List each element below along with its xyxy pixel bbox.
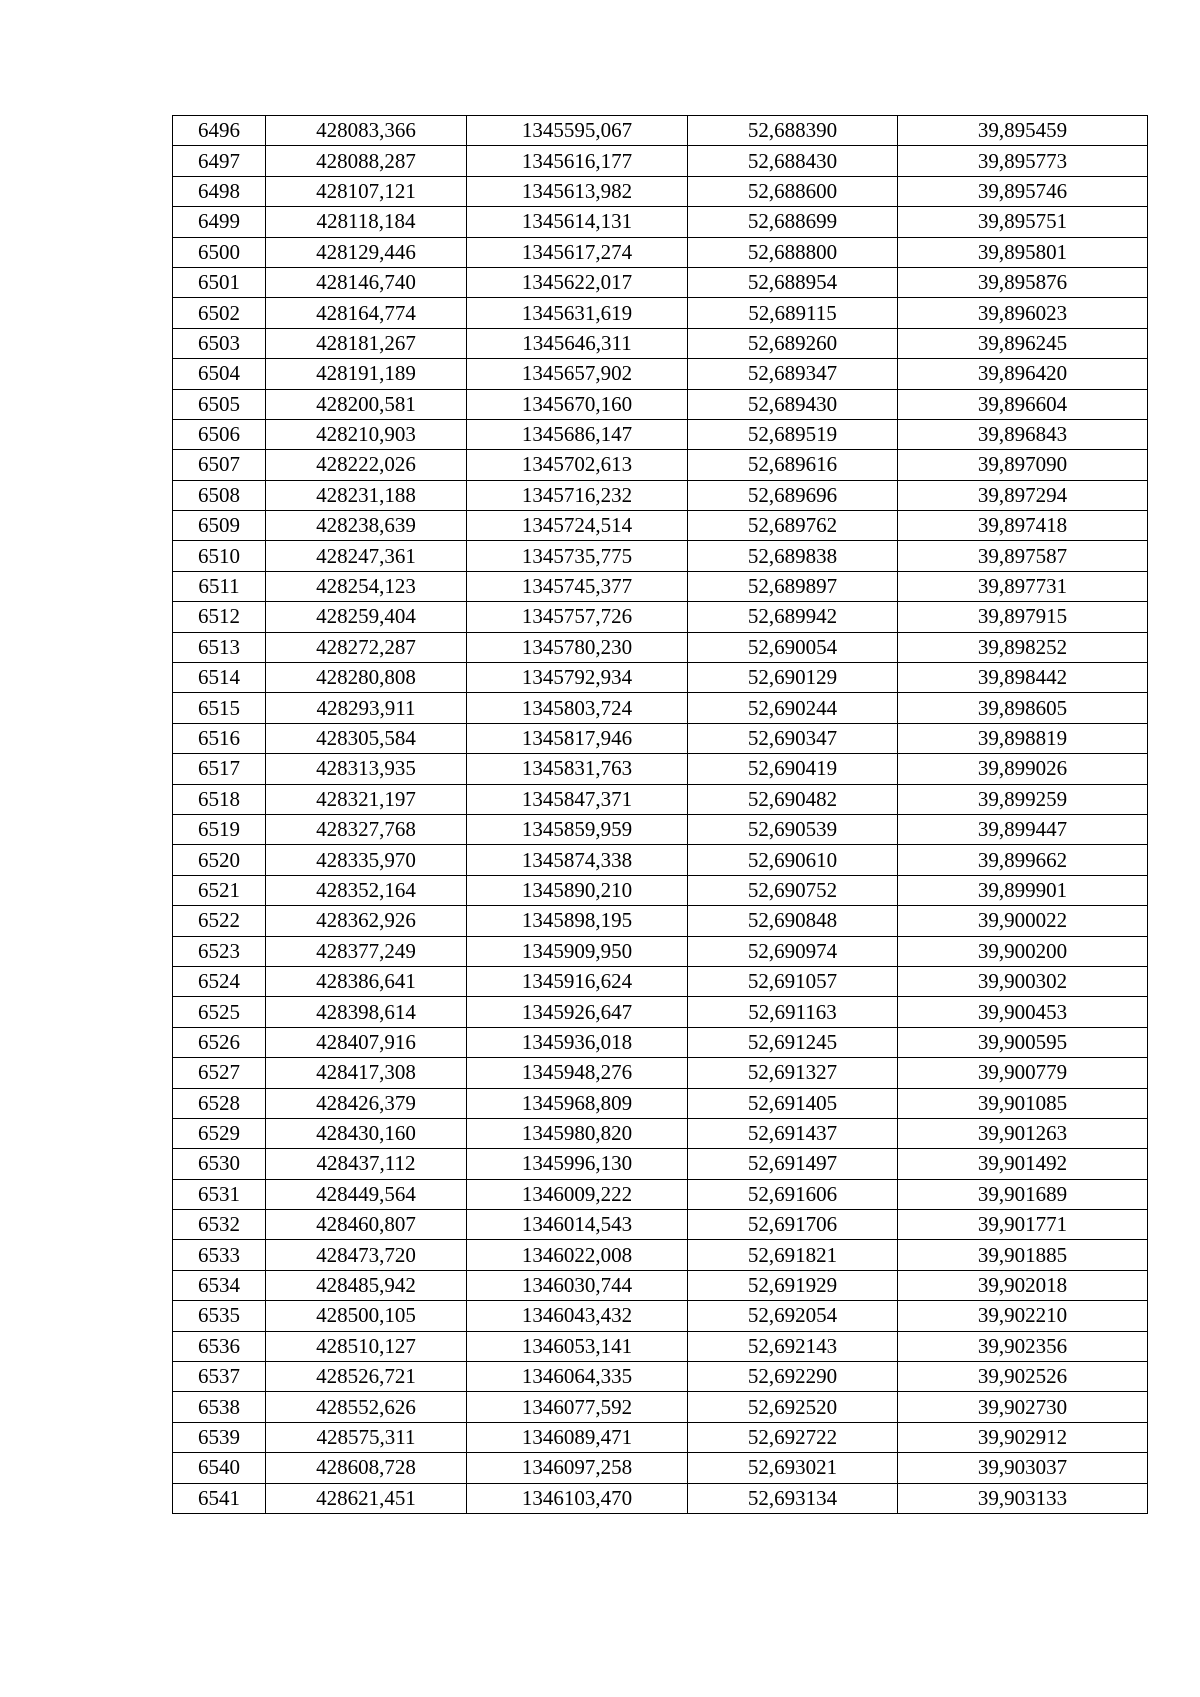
y-coordinate-cell: 1345745,377 [467,571,688,601]
longitude-cell: 39,896420 [898,359,1148,389]
point-number-cell: 6501 [173,267,266,297]
table-row [173,1149,1148,1179]
longitude-cell: 39,900595 [898,1027,1148,1057]
point-number-cell: 6496 [173,116,266,146]
point-number-cell: 6510 [173,541,266,571]
y-coordinate-cell: 1346030,744 [467,1270,688,1300]
table-row [173,571,1148,601]
x-coordinate-cell: 428417,308 [266,1058,467,1088]
point-number-cell: 6525 [173,997,266,1027]
longitude-cell: 39,898819 [898,723,1148,753]
y-coordinate-cell: 1346097,258 [467,1453,688,1483]
x-coordinate-cell: 428460,807 [266,1210,467,1240]
y-coordinate-cell: 1345686,147 [467,419,688,449]
longitude-cell: 39,901885 [898,1240,1148,1270]
longitude-cell: 39,902356 [898,1331,1148,1361]
table-row [173,1058,1148,1088]
y-coordinate-cell: 1345926,647 [467,997,688,1027]
point-number-cell: 6540 [173,1453,266,1483]
x-coordinate-cell: 428191,189 [266,359,467,389]
longitude-cell: 39,902210 [898,1301,1148,1331]
y-coordinate-cell: 1345735,775 [467,541,688,571]
x-coordinate-cell: 428377,249 [266,936,467,966]
table-row [173,845,1148,875]
x-coordinate-cell: 428305,584 [266,723,467,753]
latitude-cell: 52,691437 [688,1118,898,1148]
table-row [173,541,1148,571]
longitude-cell: 39,900302 [898,966,1148,996]
y-coordinate-cell: 1346077,592 [467,1392,688,1422]
longitude-cell: 39,895746 [898,176,1148,206]
latitude-cell: 52,689519 [688,419,898,449]
longitude-cell: 39,899901 [898,875,1148,905]
y-coordinate-cell: 1345817,946 [467,723,688,753]
point-number-cell: 6509 [173,511,266,541]
y-coordinate-cell: 1345670,160 [467,389,688,419]
latitude-cell: 52,689616 [688,450,898,480]
longitude-cell: 39,898605 [898,693,1148,723]
y-coordinate-cell: 1345616,177 [467,146,688,176]
longitude-cell: 39,896245 [898,328,1148,358]
x-coordinate-cell: 428146,740 [266,267,467,297]
latitude-cell: 52,691327 [688,1058,898,1088]
latitude-cell: 52,692143 [688,1331,898,1361]
y-coordinate-cell: 1346043,432 [467,1301,688,1331]
longitude-cell: 39,895751 [898,207,1148,237]
latitude-cell: 52,692722 [688,1422,898,1452]
latitude-cell: 52,689260 [688,328,898,358]
longitude-cell: 39,897090 [898,450,1148,480]
point-number-cell: 6514 [173,663,266,693]
table-row [173,511,1148,541]
x-coordinate-cell: 428510,127 [266,1331,467,1361]
table-row [173,298,1148,328]
latitude-cell: 52,688430 [688,146,898,176]
point-number-cell: 6513 [173,632,266,662]
x-coordinate-cell: 428426,379 [266,1088,467,1118]
x-coordinate-cell: 428321,197 [266,784,467,814]
table-row [173,997,1148,1027]
longitude-cell: 39,895773 [898,146,1148,176]
latitude-cell: 52,691497 [688,1149,898,1179]
x-coordinate-cell: 428352,164 [266,875,467,905]
longitude-cell: 39,903037 [898,1453,1148,1483]
longitude-cell: 39,897587 [898,541,1148,571]
point-number-cell: 6529 [173,1118,266,1148]
longitude-cell: 39,898442 [898,663,1148,693]
point-number-cell: 6533 [173,1240,266,1270]
latitude-cell: 52,691057 [688,966,898,996]
table-row [173,1392,1148,1422]
point-number-cell: 6516 [173,723,266,753]
x-coordinate-cell: 428293,911 [266,693,467,723]
table-row [173,1118,1148,1148]
latitude-cell: 52,690610 [688,845,898,875]
table-row [173,267,1148,297]
y-coordinate-cell: 1345595,067 [467,116,688,146]
point-number-cell: 6534 [173,1270,266,1300]
latitude-cell: 52,693021 [688,1453,898,1483]
latitude-cell: 52,690752 [688,875,898,905]
table-row [173,663,1148,693]
point-number-cell: 6499 [173,207,266,237]
x-coordinate-cell: 428259,404 [266,602,467,632]
longitude-cell: 39,899026 [898,754,1148,784]
latitude-cell: 52,690539 [688,814,898,844]
y-coordinate-cell: 1346064,335 [467,1362,688,1392]
y-coordinate-cell: 1346009,222 [467,1179,688,1209]
table-row [173,906,1148,936]
x-coordinate-cell: 428327,768 [266,814,467,844]
y-coordinate-cell: 1345646,311 [467,328,688,358]
x-coordinate-cell: 428238,639 [266,511,467,541]
y-coordinate-cell: 1345613,982 [467,176,688,206]
point-number-cell: 6535 [173,1301,266,1331]
longitude-cell: 39,896843 [898,419,1148,449]
point-number-cell: 6519 [173,814,266,844]
longitude-cell: 39,897294 [898,480,1148,510]
table-row [173,1362,1148,1392]
latitude-cell: 52,691606 [688,1179,898,1209]
latitude-cell: 52,691706 [688,1210,898,1240]
point-number-cell: 6506 [173,419,266,449]
latitude-cell: 52,689696 [688,480,898,510]
y-coordinate-cell: 1345936,018 [467,1027,688,1057]
table-row [173,936,1148,966]
point-number-cell: 6512 [173,602,266,632]
x-coordinate-cell: 428222,026 [266,450,467,480]
point-number-cell: 6498 [173,176,266,206]
table-row [173,754,1148,784]
table-row [173,1331,1148,1361]
y-coordinate-cell: 1345909,950 [467,936,688,966]
y-coordinate-cell: 1345847,371 [467,784,688,814]
latitude-cell: 52,689347 [688,359,898,389]
y-coordinate-cell: 1345859,959 [467,814,688,844]
longitude-cell: 39,900022 [898,906,1148,936]
point-number-cell: 6538 [173,1392,266,1422]
table-row [173,1027,1148,1057]
x-coordinate-cell: 428386,641 [266,966,467,996]
table-row [173,1088,1148,1118]
latitude-cell: 52,690848 [688,906,898,936]
point-number-cell: 6511 [173,571,266,601]
point-number-cell: 6539 [173,1422,266,1452]
table-row [173,723,1148,753]
longitude-cell: 39,902730 [898,1392,1148,1422]
x-coordinate-cell: 428621,451 [266,1483,467,1513]
x-coordinate-cell: 428083,366 [266,116,467,146]
longitude-cell: 39,901689 [898,1179,1148,1209]
longitude-cell: 39,901771 [898,1210,1148,1240]
table-row [173,1270,1148,1300]
latitude-cell: 52,689942 [688,602,898,632]
point-number-cell: 6537 [173,1362,266,1392]
x-coordinate-cell: 428118,184 [266,207,467,237]
longitude-cell: 39,900200 [898,936,1148,966]
table-row [173,359,1148,389]
table-row [173,693,1148,723]
point-number-cell: 6502 [173,298,266,328]
longitude-cell: 39,902912 [898,1422,1148,1452]
latitude-cell: 52,690244 [688,693,898,723]
table-row [173,1240,1148,1270]
y-coordinate-cell: 1345890,210 [467,875,688,905]
latitude-cell: 52,690129 [688,663,898,693]
longitude-cell: 39,901492 [898,1149,1148,1179]
x-coordinate-cell: 428552,626 [266,1392,467,1422]
x-coordinate-cell: 428129,446 [266,237,467,267]
longitude-cell: 39,899259 [898,784,1148,814]
y-coordinate-cell: 1345702,613 [467,450,688,480]
longitude-cell: 39,897731 [898,571,1148,601]
table-row [173,480,1148,510]
latitude-cell: 52,688954 [688,267,898,297]
y-coordinate-cell: 1345631,619 [467,298,688,328]
point-number-cell: 6500 [173,237,266,267]
x-coordinate-cell: 428485,942 [266,1270,467,1300]
latitude-cell: 52,689115 [688,298,898,328]
point-number-cell: 6527 [173,1058,266,1088]
y-coordinate-cell: 1345792,934 [467,663,688,693]
longitude-cell: 39,898252 [898,632,1148,662]
table-row [173,176,1148,206]
table-row [173,1179,1148,1209]
x-coordinate-cell: 428280,808 [266,663,467,693]
x-coordinate-cell: 428362,926 [266,906,467,936]
y-coordinate-cell: 1345622,017 [467,267,688,297]
coordinates-table [172,115,1148,1514]
table-row [173,602,1148,632]
y-coordinate-cell: 1346022,008 [467,1240,688,1270]
y-coordinate-cell: 1346089,471 [467,1422,688,1452]
latitude-cell: 52,691405 [688,1088,898,1118]
longitude-cell: 39,897418 [898,511,1148,541]
table-row [173,237,1148,267]
point-number-cell: 6518 [173,784,266,814]
point-number-cell: 6515 [173,693,266,723]
point-number-cell: 6532 [173,1210,266,1240]
longitude-cell: 39,902526 [898,1362,1148,1392]
latitude-cell: 52,692054 [688,1301,898,1331]
latitude-cell: 52,689430 [688,389,898,419]
x-coordinate-cell: 428335,970 [266,845,467,875]
y-coordinate-cell: 1345916,624 [467,966,688,996]
latitude-cell: 52,688390 [688,116,898,146]
latitude-cell: 52,688699 [688,207,898,237]
latitude-cell: 52,692290 [688,1362,898,1392]
point-number-cell: 6520 [173,845,266,875]
y-coordinate-cell: 1346014,543 [467,1210,688,1240]
table-row [173,450,1148,480]
latitude-cell: 52,691163 [688,997,898,1027]
table-row [173,1210,1148,1240]
y-coordinate-cell: 1345716,232 [467,480,688,510]
point-number-cell: 6507 [173,450,266,480]
longitude-cell: 39,899447 [898,814,1148,844]
latitude-cell: 52,691245 [688,1027,898,1057]
longitude-cell: 39,895801 [898,237,1148,267]
longitude-cell: 39,901263 [898,1118,1148,1148]
x-coordinate-cell: 428247,361 [266,541,467,571]
latitude-cell: 52,690419 [688,754,898,784]
y-coordinate-cell: 1345657,902 [467,359,688,389]
y-coordinate-cell: 1345996,130 [467,1149,688,1179]
y-coordinate-cell: 1345898,195 [467,906,688,936]
x-coordinate-cell: 428473,720 [266,1240,467,1270]
y-coordinate-cell: 1346053,141 [467,1331,688,1361]
point-number-cell: 6528 [173,1088,266,1118]
latitude-cell: 52,689838 [688,541,898,571]
y-coordinate-cell: 1345614,131 [467,207,688,237]
x-coordinate-cell: 428164,774 [266,298,467,328]
point-number-cell: 6508 [173,480,266,510]
x-coordinate-cell: 428272,287 [266,632,467,662]
latitude-cell: 52,693134 [688,1483,898,1513]
longitude-cell: 39,903133 [898,1483,1148,1513]
longitude-cell: 39,902018 [898,1270,1148,1300]
longitude-cell: 39,899662 [898,845,1148,875]
longitude-cell: 39,896604 [898,389,1148,419]
table-row [173,1453,1148,1483]
latitude-cell: 52,690347 [688,723,898,753]
latitude-cell: 52,688600 [688,176,898,206]
table-row [173,1422,1148,1452]
x-coordinate-cell: 428398,614 [266,997,467,1027]
point-number-cell: 6531 [173,1179,266,1209]
x-coordinate-cell: 428437,112 [266,1149,467,1179]
longitude-cell: 39,896023 [898,298,1148,328]
latitude-cell: 52,692520 [688,1392,898,1422]
longitude-cell: 39,895876 [898,267,1148,297]
point-number-cell: 6505 [173,389,266,419]
table-row [173,875,1148,905]
y-coordinate-cell: 1345980,820 [467,1118,688,1148]
y-coordinate-cell: 1345724,514 [467,511,688,541]
point-number-cell: 6536 [173,1331,266,1361]
table-row [173,207,1148,237]
y-coordinate-cell: 1345780,230 [467,632,688,662]
table-row [173,116,1148,146]
point-number-cell: 6504 [173,359,266,389]
longitude-cell: 39,897915 [898,602,1148,632]
point-number-cell: 6503 [173,328,266,358]
x-coordinate-cell: 428231,188 [266,480,467,510]
longitude-cell: 39,901085 [898,1088,1148,1118]
latitude-cell: 52,690482 [688,784,898,814]
table-row [173,1301,1148,1331]
y-coordinate-cell: 1345803,724 [467,693,688,723]
y-coordinate-cell: 1345757,726 [467,602,688,632]
x-coordinate-cell: 428449,564 [266,1179,467,1209]
table-row [173,328,1148,358]
x-coordinate-cell: 428526,721 [266,1362,467,1392]
x-coordinate-cell: 428181,267 [266,328,467,358]
latitude-cell: 52,690974 [688,936,898,966]
y-coordinate-cell: 1345968,809 [467,1088,688,1118]
point-number-cell: 6523 [173,936,266,966]
point-number-cell: 6524 [173,966,266,996]
coordinates-table-body [173,116,1148,1514]
x-coordinate-cell: 428430,160 [266,1118,467,1148]
longitude-cell: 39,895459 [898,116,1148,146]
table-row [173,784,1148,814]
latitude-cell: 52,690054 [688,632,898,662]
x-coordinate-cell: 428407,916 [266,1027,467,1057]
table-row [173,1483,1148,1513]
x-coordinate-cell: 428200,581 [266,389,467,419]
x-coordinate-cell: 428313,935 [266,754,467,784]
point-number-cell: 6522 [173,906,266,936]
y-coordinate-cell: 1345831,763 [467,754,688,784]
latitude-cell: 52,688800 [688,237,898,267]
table-row [173,966,1148,996]
y-coordinate-cell: 1345874,338 [467,845,688,875]
table-row [173,146,1148,176]
table-row [173,389,1148,419]
x-coordinate-cell: 428210,903 [266,419,467,449]
point-number-cell: 6541 [173,1483,266,1513]
point-number-cell: 6517 [173,754,266,784]
x-coordinate-cell: 428088,287 [266,146,467,176]
y-coordinate-cell: 1345617,274 [467,237,688,267]
x-coordinate-cell: 428107,121 [266,176,467,206]
table-row [173,419,1148,449]
latitude-cell: 52,689762 [688,511,898,541]
table-row [173,632,1148,662]
longitude-cell: 39,900779 [898,1058,1148,1088]
table-row [173,814,1148,844]
point-number-cell: 6526 [173,1027,266,1057]
latitude-cell: 52,691929 [688,1270,898,1300]
y-coordinate-cell: 1346103,470 [467,1483,688,1513]
latitude-cell: 52,689897 [688,571,898,601]
x-coordinate-cell: 428500,105 [266,1301,467,1331]
x-coordinate-cell: 428575,311 [266,1422,467,1452]
x-coordinate-cell: 428608,728 [266,1453,467,1483]
point-number-cell: 6521 [173,875,266,905]
longitude-cell: 39,900453 [898,997,1148,1027]
point-number-cell: 6497 [173,146,266,176]
x-coordinate-cell: 428254,123 [266,571,467,601]
point-number-cell: 6530 [173,1149,266,1179]
latitude-cell: 52,691821 [688,1240,898,1270]
y-coordinate-cell: 1345948,276 [467,1058,688,1088]
